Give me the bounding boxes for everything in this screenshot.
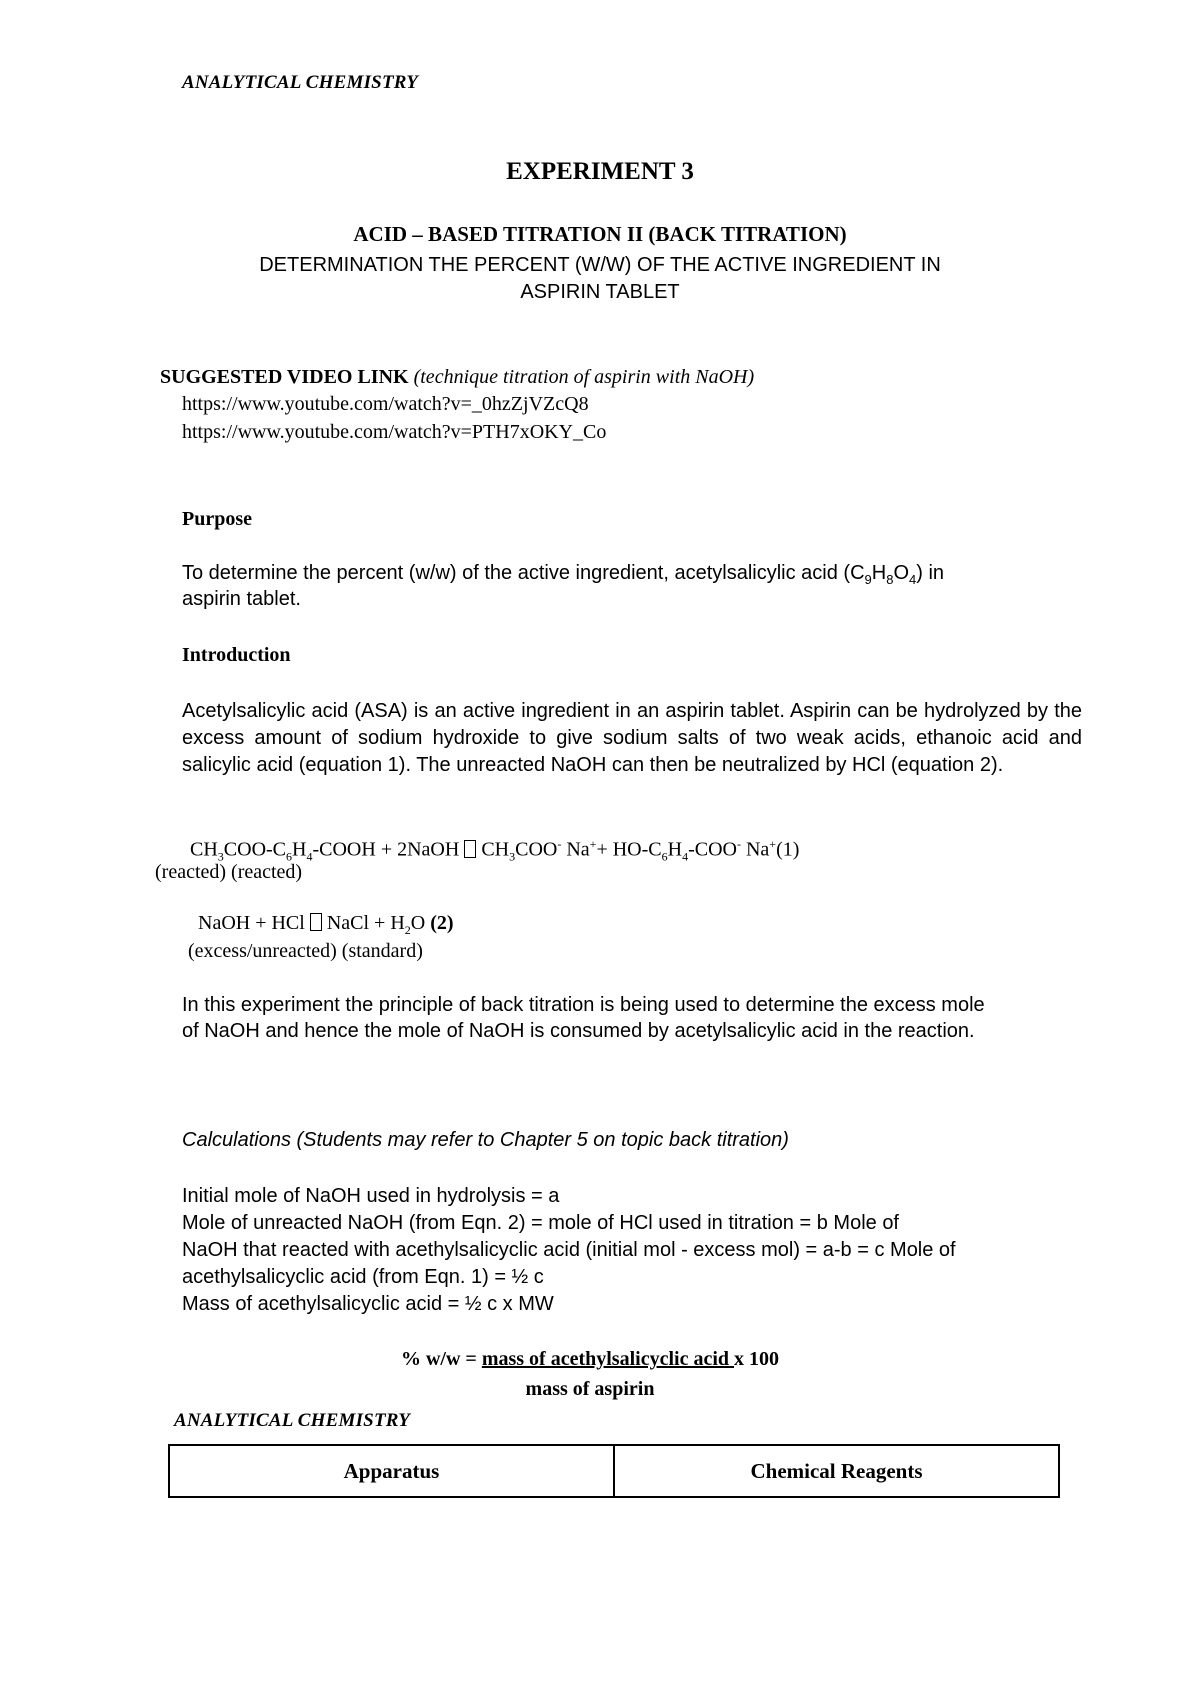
purpose-text-line-2: aspirin tablet. [182,588,301,610]
principle-line-2: of NaOH and hence the mole of NaOH is consumed by acetylsalicylic acid in the reaction. [182,1020,975,1042]
principle-line-1: In this experiment the principle of back titration is being used to determine the excess mole [182,994,985,1016]
reaction-arrow-icon [310,913,322,931]
formula-numerator: mass of acethylsalicyclic acid [481,1348,735,1370]
calc-line-2: Mole of unreacted NaOH (from Eqn. 2) = mole of HCl used in titration = b Mole of [182,1212,899,1234]
percent-formula: % w/w = mass of acethylsalicyclic acid x 100 [400,1348,780,1370]
calc-line-3: NaOH that reacted with acethylsalicyclic acid (initial mol - excess mol) = a-b = c Mole of [182,1239,956,1261]
video-link-1[interactable]: https://www.youtube.com/watch?v=_0hzZjVZcQ8 [182,393,589,415]
reaction-arrow-icon [464,840,476,858]
equation-1-labels: (reacted) (reacted) [155,861,303,883]
formula-denominator: mass of aspirin [525,1378,655,1400]
running-header-2: ANALYTICAL CHEMISTRY [174,1410,411,1431]
video-link-2[interactable]: https://www.youtube.com/watch?v=PTH7xOKY_Co [182,421,607,443]
materials-table [168,1444,1060,1498]
chemical-reagents-header: Chemical Reagents [614,1445,1059,1497]
video-note: (technique titration of aspirin with NaOH) [413,366,755,388]
determination-line-2: ASPIRIN TABLET [520,281,680,303]
purpose-text: To determine the percent (w/w) of the active ingredient, acetylsalicylic acid $(C_9H_8O_4)$ in [182,562,945,587]
calculations-heading: Calculations (Students may refer to Chapter 5 on topic back titration) [182,1129,789,1151]
equation-2: NaOH + HCl NaCl + $H_2O$ (2) [198,912,454,937]
table-header-row [169,1445,1059,1497]
purpose-heading: Purpose [182,508,252,530]
introduction-paragraph: Acetylsalicylic acid (ASA) is an active ingredient in an aspirin tablet. Aspirin can be hydrolyzed by the excess amount of sodium hydroxide to give sodium salts of two weak acids, ethanoic acid and salicylic acid (equation 1). The unreacted NaOH can then be neutralized by HCl (equation 2). [182,700,1082,776]
video-heading: SUGGESTED VIDEO LINK [160,366,409,388]
equation-2-labels: (excess/unreacted) (standard) [188,940,423,962]
calc-line-5: Mass of acethylsalicyclic acid = ½ c x MW [182,1293,554,1315]
determination-line-1: DETERMINATION THE PERCENT (W/W) OF THE ACTIVE INGREDIENT IN [259,254,941,276]
introduction-heading: Introduction [182,644,291,666]
calc-line-4: acethylsalicyclic acid (from Eqn. 1) = ½ c [182,1266,544,1288]
apparatus-header: Apparatus [169,1445,614,1497]
page-subtitle: ACID – BASED TITRATION II (BACK TITRATION) [353,222,847,246]
page-title: EXPERIMENT 3 [506,158,694,185]
video-heading-line [160,366,754,389]
running-header: ANALYTICAL CHEMISTRY [182,72,419,93]
calc-line-1: Initial mole of NaOH used in hydrolysis = a [182,1185,560,1207]
equation-1: $CH_3COO-C_6H_4$-COOH + 2NaOH $CH_3COO^-$ $Na^++ HO-C_6H_4-COO^-$ Na+(1) [190,837,800,864]
